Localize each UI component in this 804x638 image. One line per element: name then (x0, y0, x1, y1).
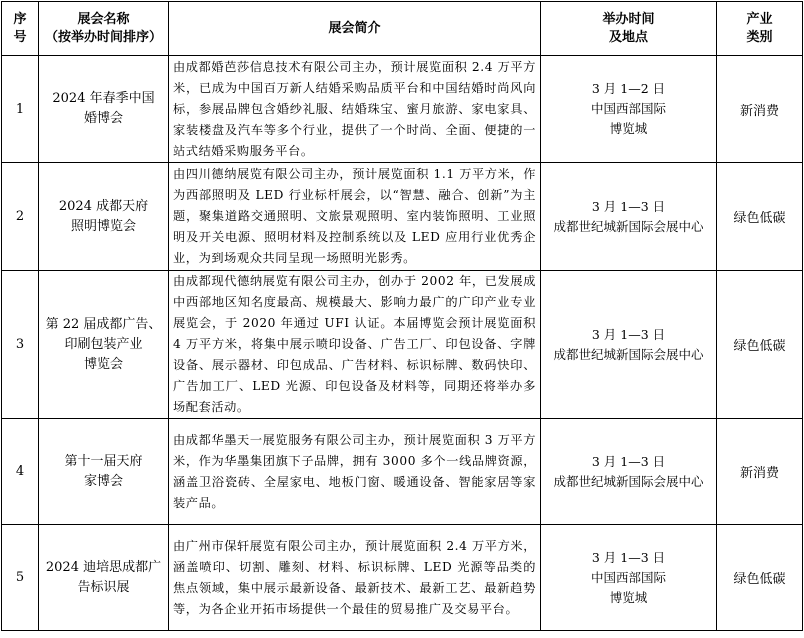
table-row (2, 271, 803, 419)
industry-category: 绿色低碳 (717, 525, 803, 631)
time-and-place: 3 月 1—3 日 成都世纪城新国际会展中心 (541, 271, 717, 419)
header-time-place: 举办时间 及地点 (541, 2, 717, 56)
exhibition-name: 2024 年春季中国 婚博会 (39, 56, 169, 163)
exhibition-intro: 由成都现代德纳展览有限公司主办，创办于 2002 年，已发展成中西部地区知名度最高、规模最大、影响力最广的广印产业专业展览会，于 2020 年通过 UFI 认证。本届博览会预计展览面积 4 万平方米，将集中展示喷印设备、广告工厂、印包设备、字牌设备、展示器材、印包成品、广告材料、标识标牌、数码快印、广告加工厂、LED 光源、印包设备及材料等，同期还将举办多场配套活动。 (169, 271, 541, 419)
table-row (2, 163, 803, 271)
row-number: 3 (2, 271, 39, 419)
exhibition-intro: 由成都华墨天一展览服务有限公司主办，预计展览面积 3 万平方米，作为华墨集团旗下子品牌，拥有 3000 多个一线品牌资源，涵盖卫浴瓷砖、全屋家电、地板门窗、暖通设备、智能家居等家装产品。 (169, 419, 541, 525)
time-and-place: 3 月 1—2 日 中国西部国际 博览城 (541, 56, 717, 163)
industry-category: 新消费 (717, 419, 803, 525)
industry-category: 绿色低碳 (717, 271, 803, 419)
exhibition-name: 第十一届天府 家博会 (39, 419, 169, 525)
table-row (2, 419, 803, 525)
header-industry: 产业 类别 (717, 2, 803, 56)
header-intro: 展会简介 (169, 2, 541, 56)
exhibition-intro: 由成都婚芭莎信息技术有限公司主办，预计展览面积 2.4 万平方米，已成为中国百万新人结婚采购品质平台和中国结婚时尚风向标，参展品牌包含婚纱礼服、结婚珠宝、蜜月旅游、家电家具、家装楼盘及汽车等多个行业，提供了一个时尚、全面、便捷的一站式结婚采购服务平台。 (169, 56, 541, 163)
row-number: 5 (2, 525, 39, 631)
table-row (2, 56, 803, 163)
header-no: 序 号 (2, 2, 39, 56)
industry-category: 绿色低碳 (717, 163, 803, 271)
time-and-place: 3 月 1—3 日 中国西部国际 博览城 (541, 525, 717, 631)
row-number: 2 (2, 163, 39, 271)
time-and-place: 3 月 1—3 日 成都世纪城新国际会展中心 (541, 163, 717, 271)
header-row (2, 2, 803, 56)
exhibition-name: 2024 迪培思成都广 告标识展 (39, 525, 169, 631)
exhibition-name: 2024 成都天府 照明博览会 (39, 163, 169, 271)
exhibition-intro: 由四川德纳展览有限公司主办，预计展览面积 1.1 万平方米，作为西部照明及 LED 行业标杆展会，以“智慧、融合、创新”为主题，聚集道路交通照明、文旅景观照明、室内装饰照明、工业照明及开关电源、照明材料及控制系统以及 LED 应用行业优秀企业，为到场观众共同呈现一场照明光影秀。 (169, 163, 541, 271)
exhibition-name: 第 22 届成都广告、 印刷包装产业 博览会 (39, 271, 169, 419)
table-row (2, 525, 803, 631)
industry-category: 新消费 (717, 56, 803, 163)
exhibition-intro: 由广州市保轩展览有限公司主办，预计展览面积 2.4 万平方米，涵盖喷印、切割、雕刻、材料、标识标牌、LED 光源等品类的焦点领域，集中展示最新设备、最新技术、最新工艺、最新趋势等，为各企业开拓市场提供一个最佳的贸易推广及交易平台。 (169, 525, 541, 631)
header-name: 展会名称 （按举办时间排序） (39, 2, 169, 56)
time-and-place: 3 月 1—3 日 成都世纪城新国际会展中心 (541, 419, 717, 525)
row-number: 4 (2, 419, 39, 525)
exhibition-table (1, 1, 803, 631)
row-number: 1 (2, 56, 39, 163)
